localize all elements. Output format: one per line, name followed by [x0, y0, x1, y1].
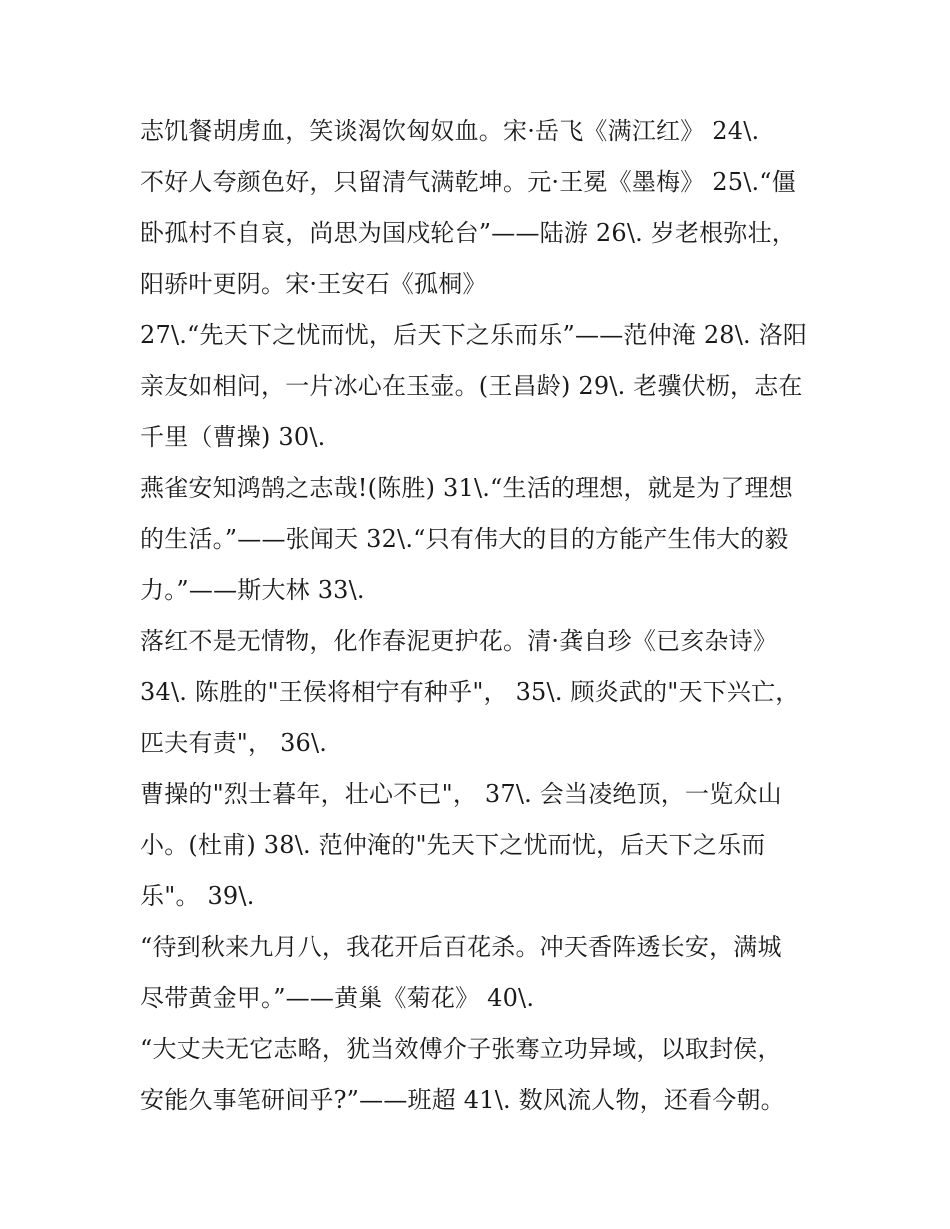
text-line-6: 亲友如相问，一片冰心在玉壶。(王昌龄) 29\. 老骥伏枥，志在 [140, 372, 803, 400]
text-line-19: “大丈夫无它志略，犹当效傅介子张骞立功异域，以取封侯， [140, 1035, 782, 1063]
text-line-11: 落红不是无情物，化作春泥更护花。清·龚自珍《已亥杂诗》 [140, 627, 778, 655]
text-line-3: 卧孤村不自哀，尚思为国戍轮台”——陆游 26\. 岁老根弥壮， [140, 219, 796, 247]
text-line-1: 志饥餐胡虏血，笑谈渴饮匈奴血。宋·岳飞《满江红》 24\. [140, 117, 760, 145]
text-line-9: 的生活。”——张闻天 32\.“只有伟大的目的方能产生伟大的毅 [140, 525, 789, 553]
text-line-8: 燕雀安知鸿鹄之志哉!(陈胜) 31\.“生活的理想，就是为了理想 [140, 474, 793, 502]
text-line-13: 匹夫有责"， 36\. [140, 729, 328, 757]
text-line-4: 阳骄叶更阴。宋·王安石《孤桐》 [140, 270, 487, 298]
text-line-12: 34\. 陈胜的"王侯将相宁有种乎"， 35\. 顾炎武的"天下兴亡， [140, 678, 800, 706]
text-line-2: 不好人夸颜色好，只留清气满乾坤。元·王冕《墨梅》 25\.“僵 [140, 168, 796, 196]
text-line-16: 乐"。 39\. [140, 882, 255, 910]
text-line-17: “待到秋来九月八，我花开后百花杀。冲天香阵透长安，满城 [140, 933, 782, 961]
text-line-10: 力。”——斯大林 33\. [140, 576, 365, 604]
text-line-5: 27\.“先天下之忧而忧，后天下之乐而乐”——范仲淹 28\. 洛阳 [140, 321, 808, 349]
quotation-text-block [140, 106, 830, 1126]
text-line-15: 小。(杜甫) 38\. 范仲淹的"先天下之忧而忧，后天下之乐而 [140, 831, 766, 859]
text-line-20: 安能久事笔研间乎?”——班超 41\. 数风流人物，还看今朝。 [140, 1086, 785, 1114]
text-line-14: 曹操的"烈士暮年，壮心不已"， 37\. 会当凌绝顶，一览众山 [140, 780, 782, 808]
text-line-7: 千里（曹操) 30\. [140, 423, 326, 451]
text-line-18: 尽带黄金甲。”——黄巢《菊花》 40\. [140, 984, 535, 1012]
